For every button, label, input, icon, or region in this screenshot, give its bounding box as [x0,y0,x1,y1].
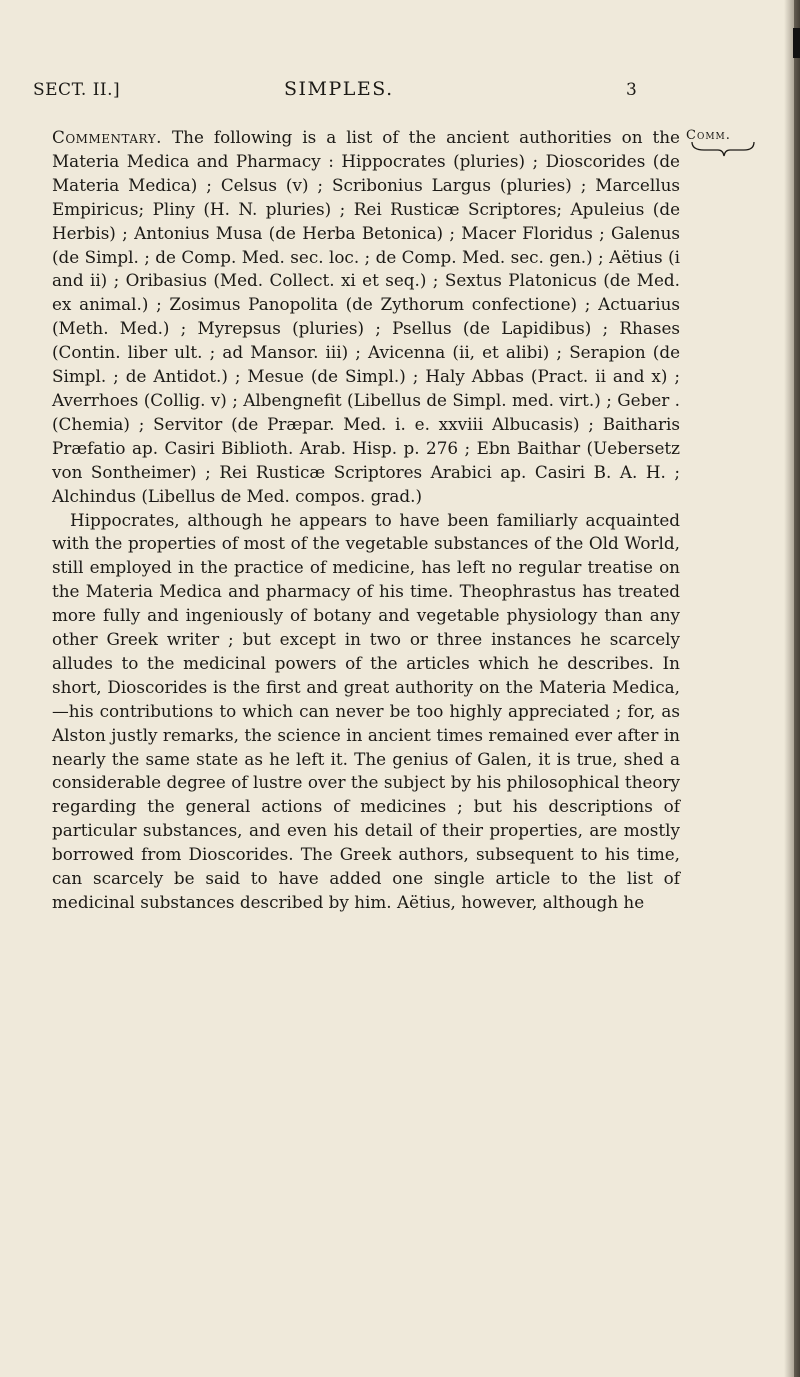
history-paragraph [52,509,680,915]
margin-brace-icon [690,140,756,158]
paragraph-text: The following is a list of the ancient authorities on the Materia Medica and Pharmacy : Hippocrates (pluries) ; Dioscorides (de Materia Medica) ; Celsus (v) ; Scribonius Largus (pluries) ; Marcellus Empiricus; Pliny (H. N. pluries) ; Rei Rusticæ Scriptores; Apuleius (de Herbis) ; Antonius Musa (de Herba Betonica) ; Macer Floridus ; Galenus (de Simpl. ; de Comp. Med. sec. loc. ; de Comp. Med. sec. gen.) ; Aëtius (i and ii) ; Oribasius (Med. Collect. xi et seq.) ; Sextus Platonicus (de Med. ex animal.) ; Zosimus Panopolita (de Zythorum confectione) ; Actuarius (Meth. Med.) ; Myrepsus (pluries) ; Psellus (de Lapidibus) ; Rhases (Contin. liber ult. ; ad Mansor. iii) ; Avicenna (ii, et alibi) ; Serapion (de Simpl. ; de Antidot.) ; Mesue (de Simpl.) ; Haly Abbas (Pract. ii and x) ; Averrhoes (Collig. v) ; Albengnefit (Libellus de Simpl. med. virt.) ; Geber . (Chemia) ; Servitor (de Præpar. Med. i. e. xxviii Albucasis) ; Baitharis Præfatio ap. Casiri Biblioth. Arab. Hisp. p. 276 ; Ebn Baithar (Uebersetz von Sontheimer) ; Rei Rusticæ Scriptores Arabici ap. Casiri B. A. H. ; Alchindus (Libellus de Med. compos. grad.) [52,127,680,506]
body-text [52,126,680,915]
commentary-paragraph [52,126,680,509]
section-heading: SECT. II.] [33,80,121,100]
margin-note: Comm. [686,128,731,143]
scan-edge-mark [793,28,800,58]
page-number: 3 [626,80,638,100]
binding-edge [794,0,800,1377]
running-title: SIMPLES. [284,78,394,100]
commentary-lead-in: Commentary. [52,127,162,147]
paragraph-text: Hippocrates, although he appears to have been familiarly acquainted with the properties of most of the vegetable substances of the Old World, still employed in the practice of medicine, has left no regular treatise on the Materia Medica and pharmacy of his time. Theophrastus has treated more fully and ingeniously of botany and vegetable physiology than any other Greek writer ; but except in two or three instances he scarcely alludes to the medicinal powers of the articles which he describes. In short, Dioscorides is the first and great authority on the Materia Medica,—his contributions to which can never be too highly appreciated ; for, as Alston justly remarks, the science in ancient times remained ever after in nearly the same state as he left it. The genius of Galen, it is true, shed a considerable degree of lustre over the subject by his philosophical theory regarding the general actions of medicines ; but his descriptions of particular substances, and even his detail of their properties, are mostly borrowed from Dioscorides. The Greek authors, subsequent to his time, can scarcely be said to have added one single article to the list of medicinal substances described by him. Aëtius, however, although he [52,509,680,912]
